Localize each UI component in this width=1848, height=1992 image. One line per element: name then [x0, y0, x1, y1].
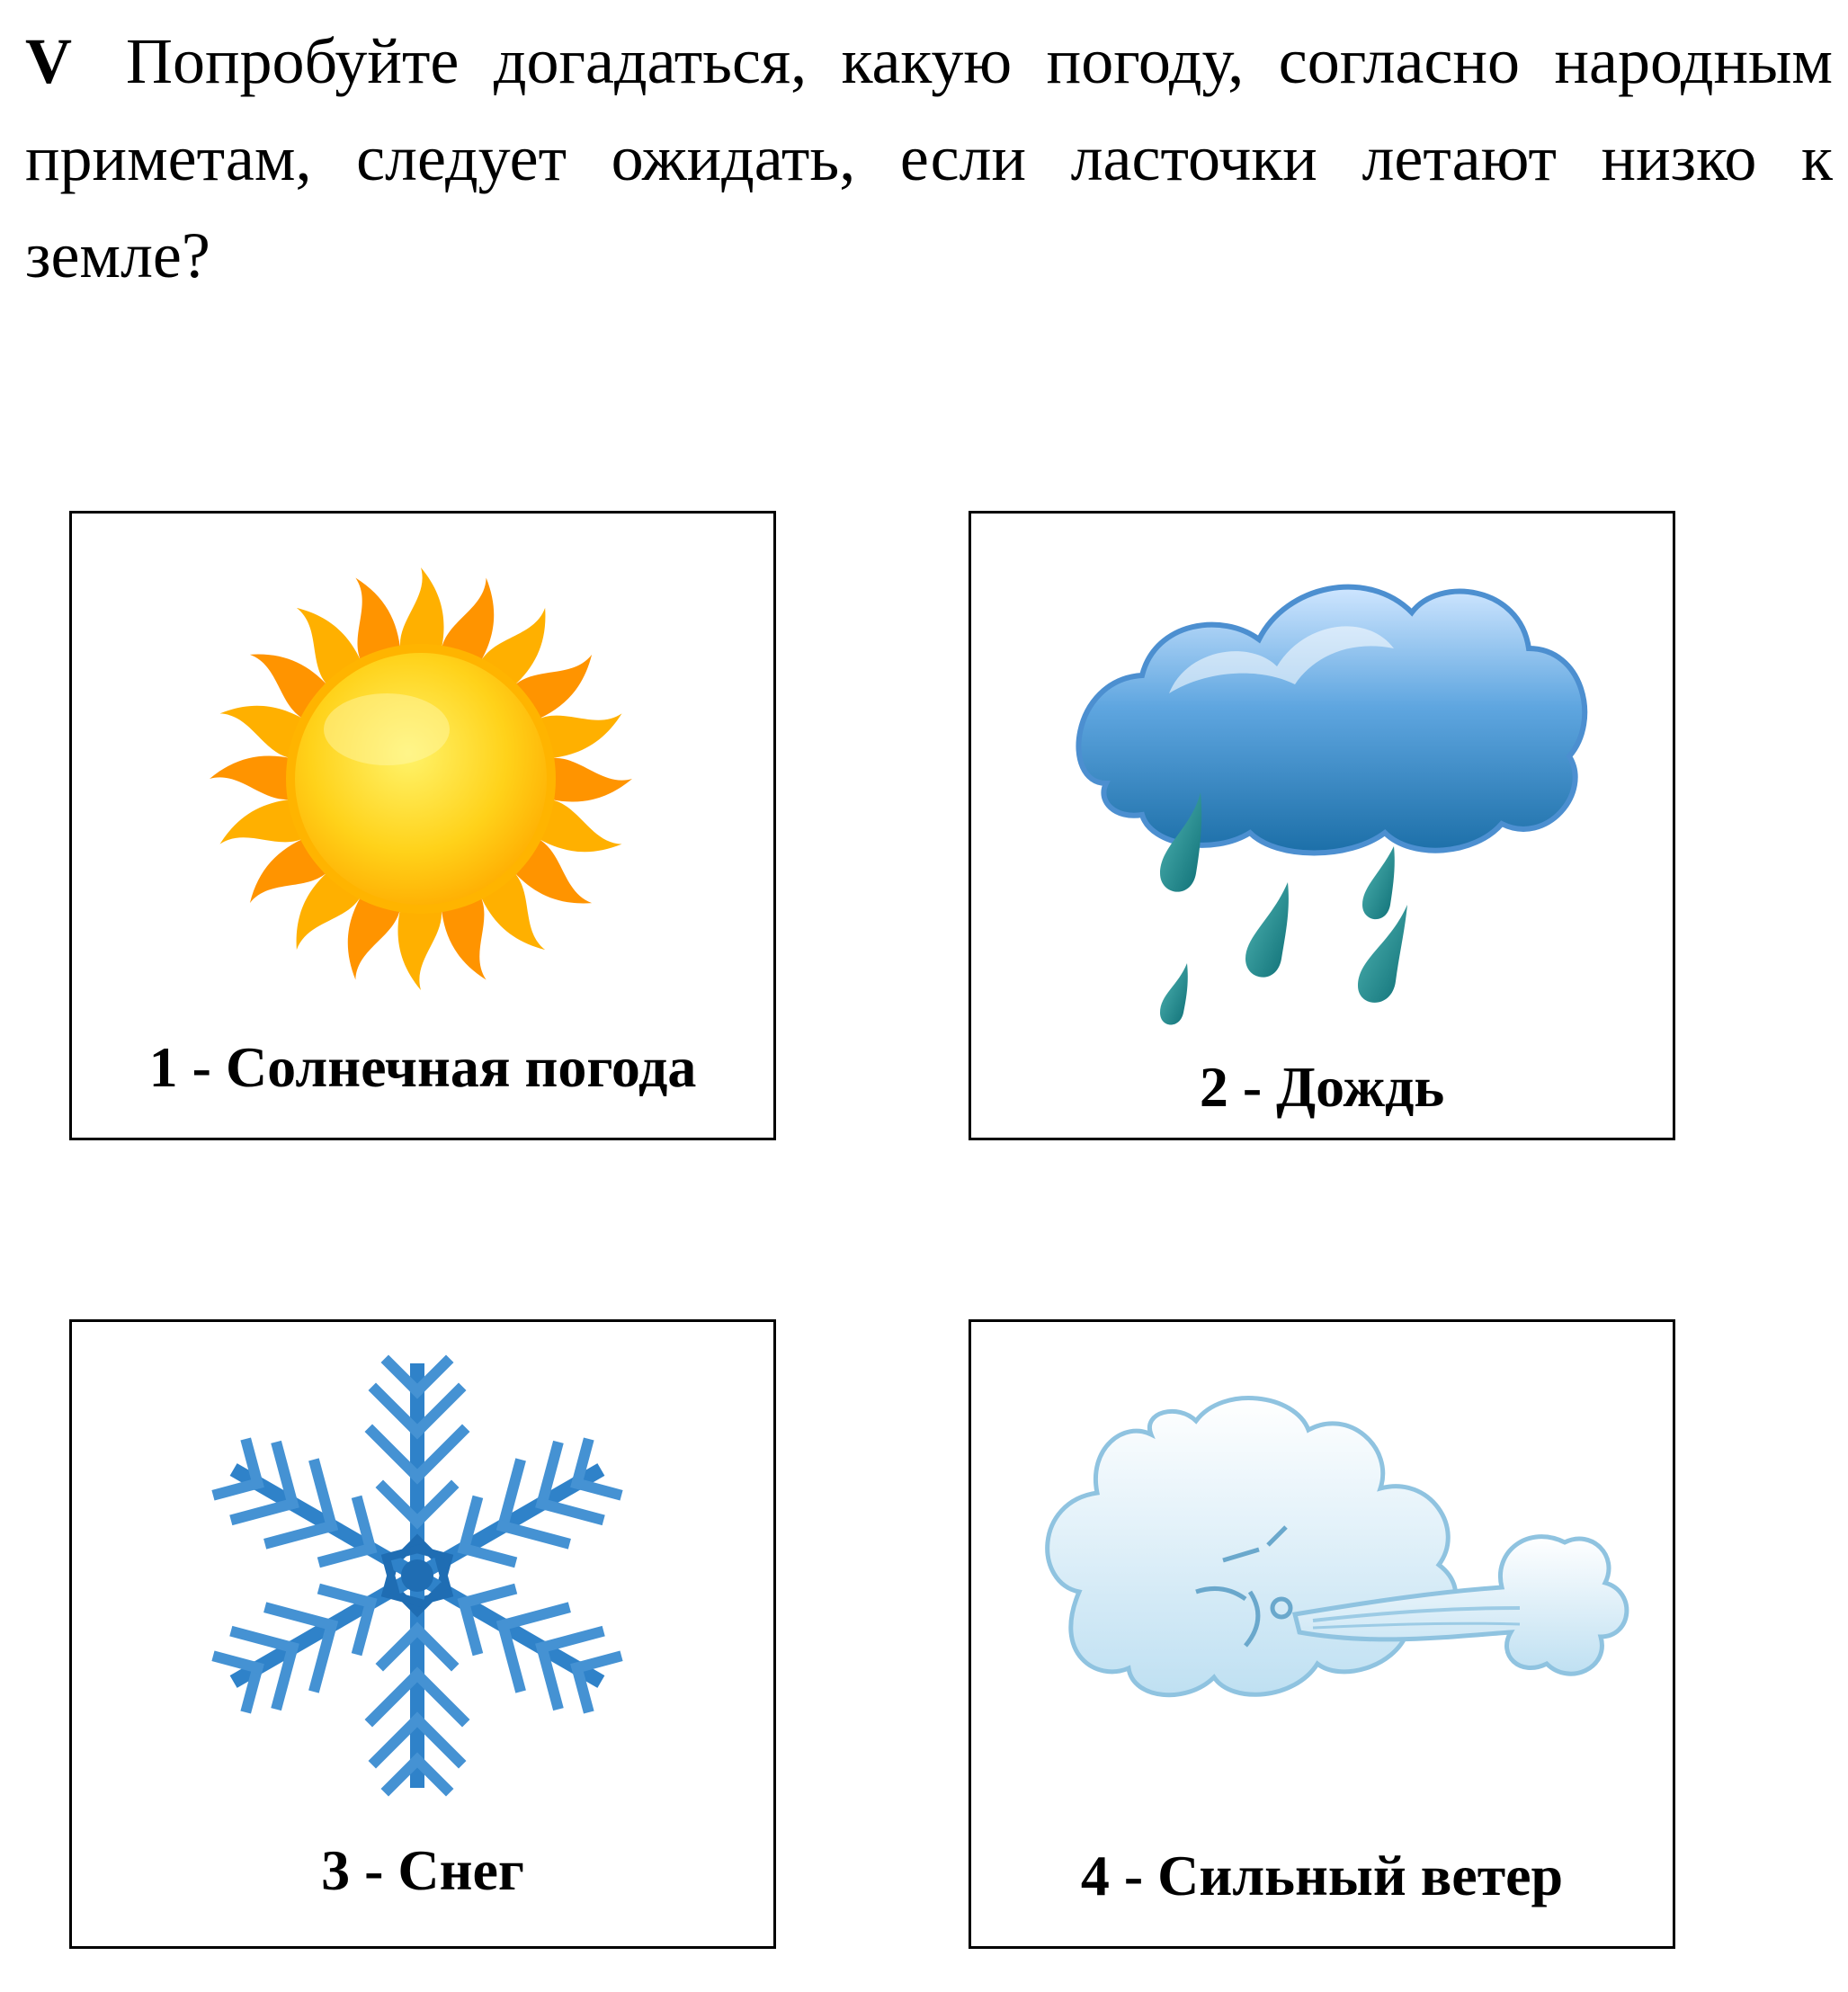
sun-icon	[72, 514, 779, 1017]
option-card-sunny[interactable]	[69, 511, 776, 1140]
option-card-snow[interactable]	[69, 1319, 776, 1949]
option-caption: 3 - Снег	[321, 1838, 524, 1902]
snowflake-icon	[72, 1322, 779, 1826]
question-text-block	[25, 13, 1833, 304]
option-caption: 1 - Солнечная погода	[148, 1035, 697, 1099]
question-text: Попробуйте догадаться, какую погоду, согласно народным приметам, следует ожидать, если ласточки летают низко к земле?	[25, 25, 1833, 291]
question-number: V	[25, 25, 72, 97]
option-card-wind[interactable]	[969, 1319, 1675, 1949]
wind-cloud-icon	[971, 1322, 1678, 1826]
option-caption: 4 - Сильный ветер	[1080, 1844, 1564, 1907]
rain-cloud-icon	[971, 514, 1678, 1035]
puffy-cloud-face	[1048, 1398, 1456, 1695]
cloud-shape	[1078, 587, 1585, 853]
option-caption: 2 - Дождь	[1199, 1055, 1445, 1119]
option-card-rain[interactable]	[969, 511, 1675, 1140]
